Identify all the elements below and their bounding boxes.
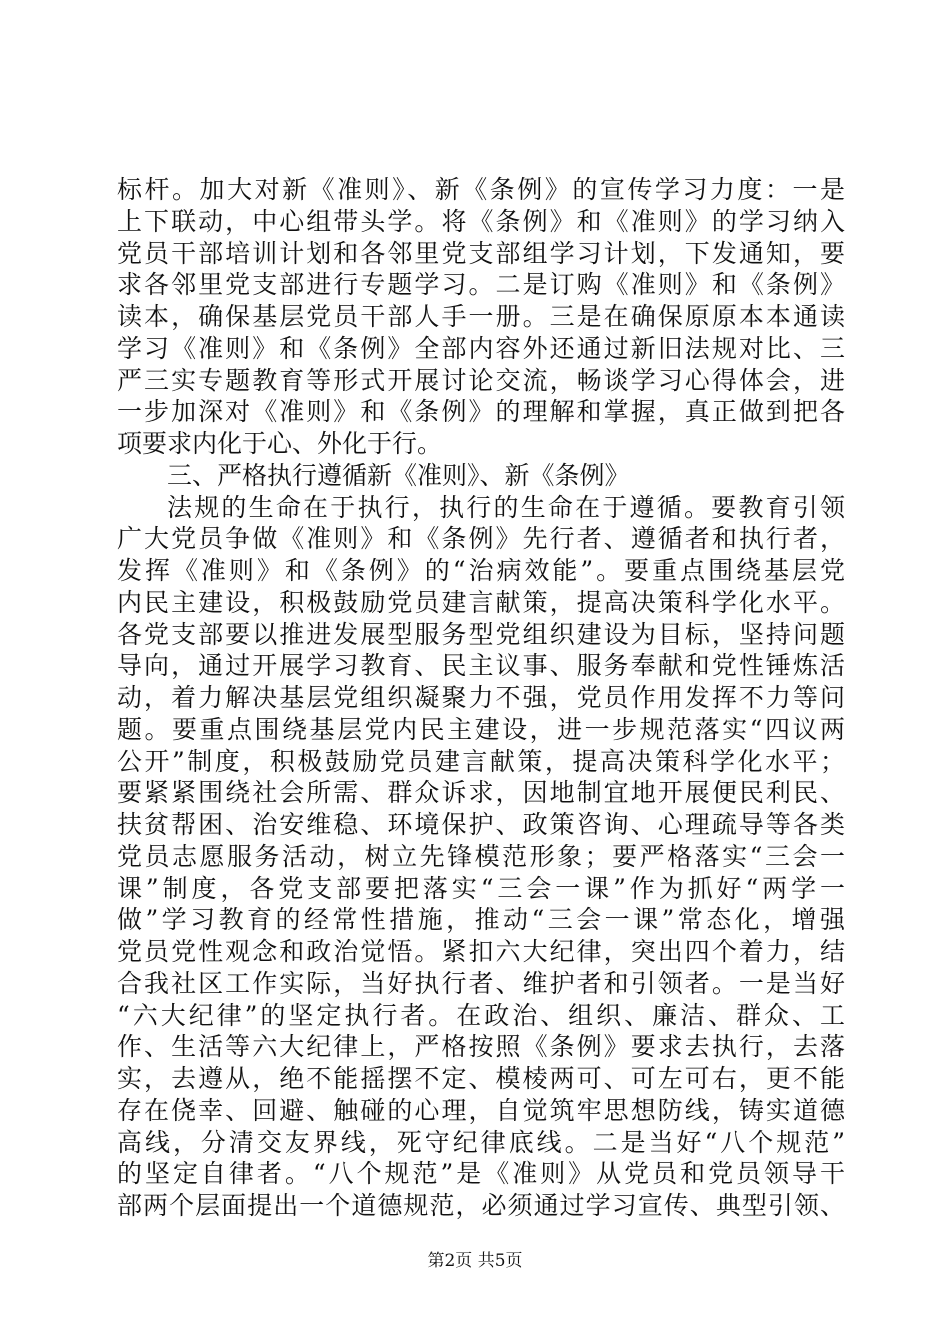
text-line: 党员党性观念和政治觉悟。紧扣六大纪律，突出四个着力，结 xyxy=(117,937,845,966)
text-line: “六大纪律”的坚定执行者。在政治、组织、廉洁、群众、工 xyxy=(117,1000,845,1030)
text-line: 导向，通过开展学习教育、民主议事、服务奉献和党性锤炼活 xyxy=(117,651,845,681)
text-line: 一步加深对《准则》和《条例》的理解和掌握，真正做到把各 xyxy=(117,397,845,427)
document-body xyxy=(117,174,845,1222)
text-line: 课”制度，各党支部要把落实“三会一课”作为抓好“两学一 xyxy=(117,873,845,903)
section-heading: 三、严格执行遵循新《准则》、新《条例》 xyxy=(167,460,630,490)
text-line: 动，着力解决基层党组织凝聚力不强，党员作用发挥不力等问 xyxy=(117,683,845,712)
text-line: 求各邻里党支部进行专题学习。二是订购《准则》和《条例》 xyxy=(117,270,845,300)
text-line: 高线，分清交友界线，死守纪律底线。二是当好“八个规范” xyxy=(117,1127,845,1157)
text-line: 要紧紧围绕社会所需、群众诉求，因地制宜地开展便民利民、 xyxy=(117,778,845,808)
text-line: 各党支部要以推进发展型服务型党组织建设为目标，坚持问题 xyxy=(117,619,845,649)
page-number: 第2页 共5页 xyxy=(427,1251,523,1271)
text-line: 做”学习教育的经常性措施，推动“三会一课”常态化，增强 xyxy=(117,905,845,935)
text-line: 扶贫帮困、治安维稳、环境保护、政策咨询、心理疏导等各类 xyxy=(117,810,845,839)
text-line: 法规的生命在于执行，执行的生命在于遵循。要教育引领 xyxy=(167,492,845,522)
text-line: 项要求内化于心、外化于行。 xyxy=(117,429,443,458)
text-line: 学习《准则》和《条例》全部内容外还通过新旧法规对比、三 xyxy=(117,333,845,363)
text-line: 的坚定自律者。“八个规范”是《准则》从党员和党员领导干 xyxy=(117,1159,845,1189)
text-line: 作、生活等六大纪律上，严格按照《条例》要求去执行，去落 xyxy=(117,1032,845,1062)
text-line: 公开”制度，积极鼓励党员建言献策，提高决策科学化水平； xyxy=(117,746,845,776)
text-line: 存在侥幸、回避、触碰的心理，自觉筑牢思想防线，铸实道德 xyxy=(117,1095,845,1125)
text-line: 党员志愿服务活动，树立先锋模范形象；要严格落实“三会一 xyxy=(117,841,845,871)
text-line: 标杆。加大对新《准则》、新《条例》的宣传学习力度：一是 xyxy=(117,175,845,204)
text-line: 题。要重点围绕基层党内民主建设，进一步规范落实“四议两 xyxy=(117,714,845,744)
text-line: 上下联动，中心组带头学。将《条例》和《准则》的学习纳入 xyxy=(117,206,845,236)
text-line: 党员干部培训计划和各邻里党支部组学习计划，下发通知，要 xyxy=(117,238,845,268)
text-line: 合我社区工作实际，当好执行者、维护者和引领者。一是当好 xyxy=(117,968,845,998)
text-line: 读本，确保基层党员干部人手一册。三是在确保原原本本通读 xyxy=(117,302,845,331)
text-line: 广大党员争做《准则》和《条例》先行者、遵循者和执行者， xyxy=(117,524,845,554)
text-line: 内民主建设，积极鼓励党员建言献策，提高决策科学化水平。 xyxy=(117,587,845,617)
text-line: 实，去遵从，绝不能摇摆不定、模棱两可、可左可右，更不能 xyxy=(117,1064,845,1093)
text-line: 部两个层面提出一个道德规范，必须通过学习宣传、典型引领、 xyxy=(117,1191,845,1220)
text-line: 严三实专题教育等形式开展讨论交流，畅谈学习心得体会，进 xyxy=(117,365,845,395)
text-line: 发挥《准则》和《条例》的“治病效能”。要重点围绕基层党 xyxy=(117,556,845,585)
